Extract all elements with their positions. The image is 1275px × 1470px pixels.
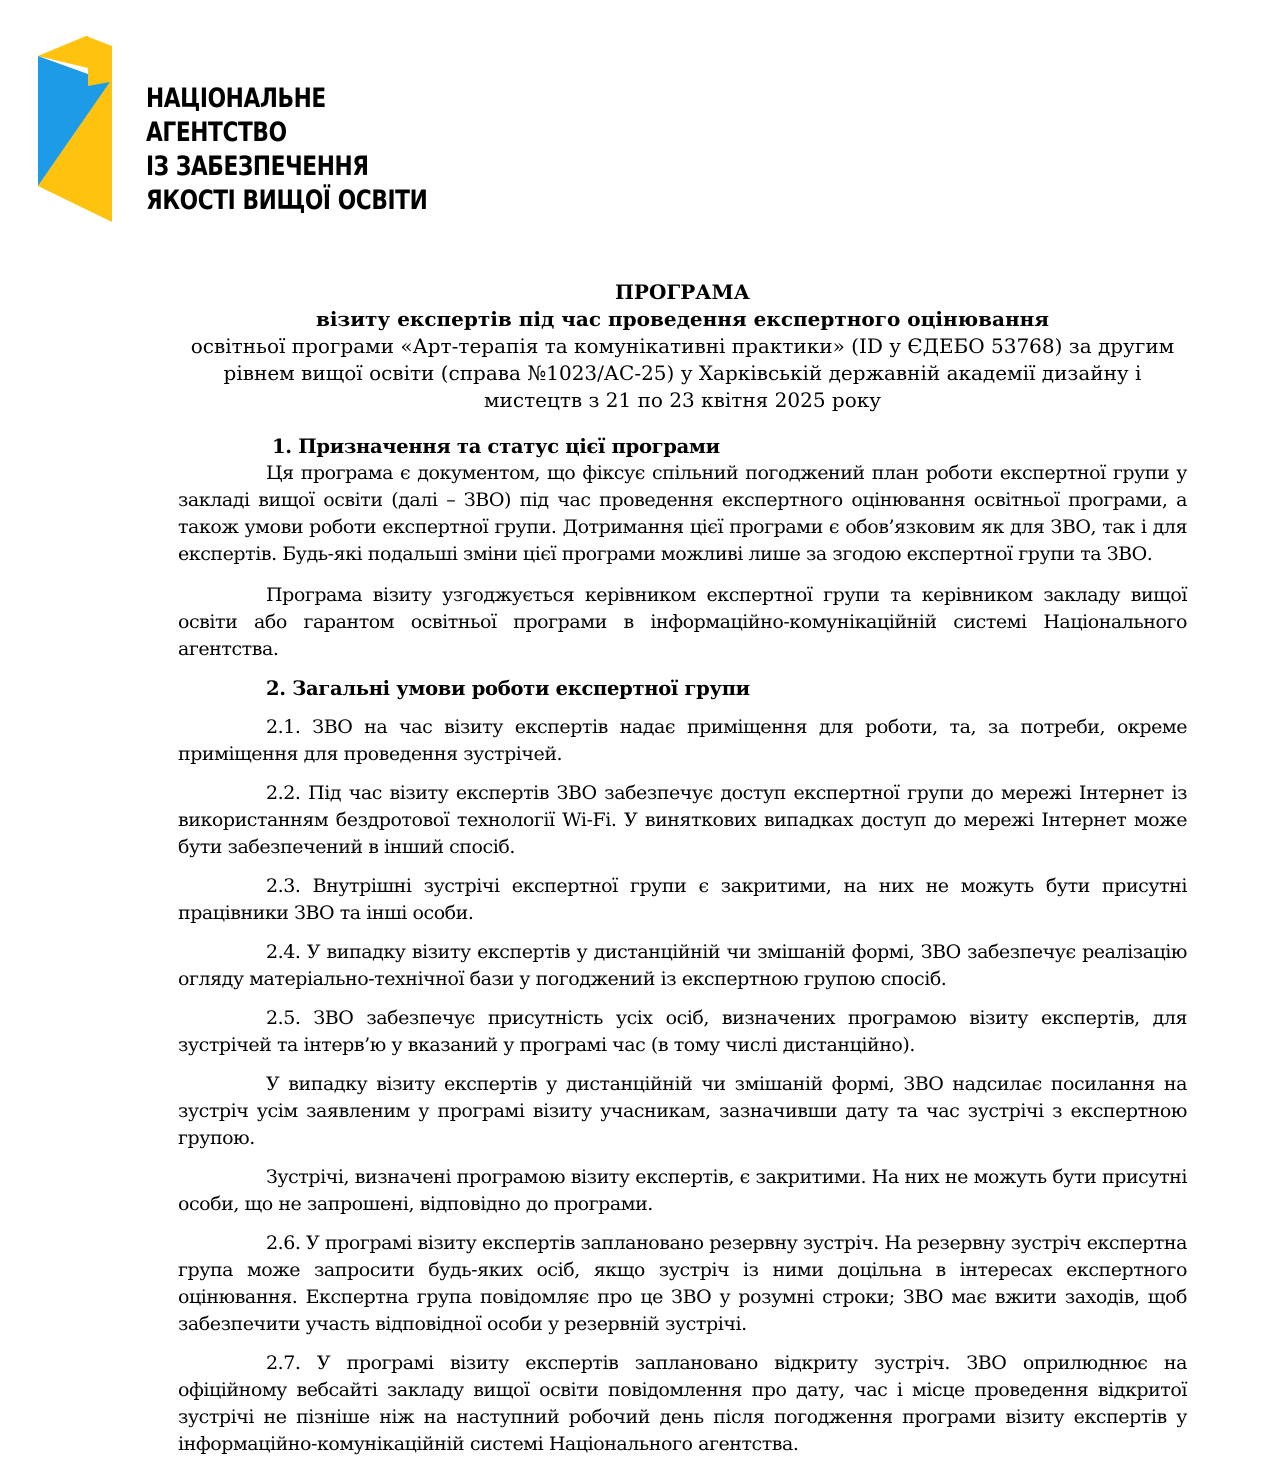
section-2-paragraph: 2.2. Під час візиту експертів ЗВО забезпечує доступ експертної групи до мережі Інтернет із використанням бездротової технології Wi-Fi. У виняткових випадках доступ до мережі Інтернет може бути забезпечений в інший спосіб.: [178, 782, 1187, 858]
agency-name-line: ЯКОСТІ ВИЩОЇ ОСВІТИ: [146, 185, 428, 216]
document-title: ПРОГРАМА: [615, 280, 750, 304]
agency-name: [146, 82, 427, 218]
document-title-line: мистецтв з 21 по 23 квітня 2025 року: [483, 388, 882, 412]
section-2-paragraph: У випадку візиту експертів у дистанційній чи змішаній формі, ЗВО надсилає посилання на зустріч усім заявленим у програмі візиту учасникам, зазначивши дату та час зустрічі з експертною групою.: [178, 1073, 1187, 1149]
section-2-paragraph: 2.1. ЗВО на час візиту експертів надає приміщення для роботи, та, за потреби, окреме приміщення для проведення зустрічей.: [178, 716, 1187, 765]
agency-name-line: НАЦІОНАЛЬНЕ: [146, 83, 326, 114]
document-subtitle: візиту експертів під час проведення експертного оцінювання: [315, 307, 1050, 331]
section-2-paragraph: 2.5. ЗВО забезпечує присутність усіх осіб, визначених програмою візиту експертів, для зустрічей та інтерв’ю у вказаний у програмі час (в тому числі дистанційно).: [178, 1007, 1187, 1056]
section-2-paragraph: Зустрічі, визначені програмою візиту експертів, є закритими. На них не можуть бути присутні особи, що не запрошені, відповідно до програми.: [178, 1166, 1187, 1215]
agency-name-line: ІЗ ЗАБЕЗПЕЧЕННЯ: [146, 151, 369, 182]
section-1-paragraph: Ця програма є документом, що фіксує спільний погоджений план роботи експертної групи у закладі вищої освіти (далі – ЗВО) під час проведення експертного оцінювання освітньої програми, а також умови роботи експертної групи. Дотримання цієї програми є обов’язковим як для ЗВО, так і для експертів. Будь-які подальші зміни цієї програми можливі лише за згодою експертної групи та ЗВО.: [178, 462, 1187, 565]
document-title-line: освітньої програми «Арт-терапія та комунікативні практики» (ID у ЄДЕБО 53768) за другим: [190, 334, 1175, 358]
document-title-block: [180, 279, 1185, 414]
section-2-paragraph: 2.6. У програмі візиту експертів заплановано резервну зустріч. На резервну зустріч експертна група може запросити будь-яких осіб, якщо зустріч із ними доцільна в інтересах експертного оцінювання. Експертна група повідомляє про це ЗВО у розумні строки; ЗВО має вжити заходів, щоб забезпечити участь відповідної особи у резервній зустрічі.: [178, 1232, 1187, 1335]
section-2-paragraph: 2.7. У програмі візиту експертів заплановано відкриту зустріч. ЗВО оприлюднює на офіційному вебсайті закладу вищої освіти повідомлення про дату, час і місце проведення відкритої зустрічі не пізніше ніж на наступний робочий день після погодження програми візиту експертів у інформаційно-комунікаційній системі Національного агентства.: [178, 1352, 1187, 1455]
agency-name-line: АГЕНТСТВО: [146, 117, 287, 148]
section-1-paragraph: Програма візиту узгоджується керівником експертної групи та керівником закладу вищої освіти або гарантом освітньої програми в інформаційно-комунікаційній системі Національного агентства.: [178, 584, 1187, 660]
section-2-paragraph: 2.3. Внутрішні зустрічі експертної групи є закритими, на них не можуть бути присутні працівники ЗВО та інші особи.: [178, 875, 1187, 924]
naqa-logo-icon: [36, 36, 116, 226]
document-title-line: рівнем вищої освіти (справа №1023/АС-25) у Харківській державній академії дизайну і: [223, 361, 1142, 385]
section-2-paragraph: 2.4. У випадку візиту експертів у дистанційній чи змішаній формі, ЗВО забезпечує реалізацію огляду матеріально-технічної бази у погоджений із експертною групою спосіб.: [178, 941, 1187, 990]
section-1-heading: 1. Призначення та статус цієї програми: [272, 435, 720, 458]
section-2-heading: 2. Загальні умови роботи експертної групи: [266, 677, 750, 700]
document-body: [178, 433, 1187, 1470]
